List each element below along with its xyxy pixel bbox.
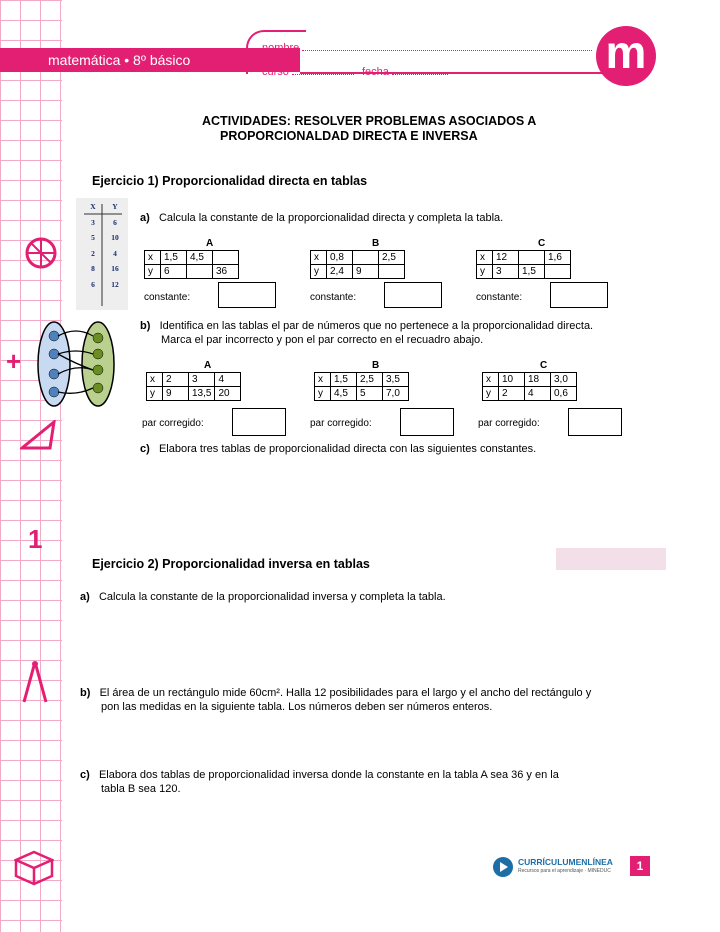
table-cell: 0,8 (327, 251, 353, 265)
corrected-pair-label: par corregido: (142, 418, 204, 429)
table-cell: 7,0 (383, 387, 409, 401)
table-cell: y (483, 387, 499, 401)
direct-table-a (144, 250, 239, 279)
table-cell: x (147, 373, 163, 387)
side-xy-table (76, 198, 128, 310)
side-table-cell: 12 (111, 279, 119, 289)
check-table-a (146, 372, 241, 401)
table-cell: x (477, 251, 493, 265)
triangle-ruler-icon (20, 420, 56, 450)
corrected-pair-label: par corregido: (310, 418, 372, 429)
table-cell: 36 (213, 265, 239, 279)
table-name-A: A (204, 360, 212, 371)
fecha-field[interactable] (362, 66, 448, 78)
side-table-cell: 5 (91, 233, 95, 242)
corrected-pair-box[interactable] (400, 408, 454, 436)
subject-label: matemática • 8º básico (48, 52, 191, 68)
cube-net-icon (14, 850, 54, 886)
table-cell: 12 (493, 251, 519, 265)
drawing-compass-icon (20, 660, 50, 704)
side-table-cell: 4 (113, 248, 117, 258)
constant-label: constante: (144, 292, 191, 303)
table-cell: 2,5 (379, 251, 405, 265)
table-cell: 2,5 (357, 373, 383, 387)
ab-reference-table (556, 548, 666, 570)
side-table-row (82, 233, 126, 249)
constant-label: constante: (476, 292, 523, 303)
ex1-c-text: c) Elabora tres tablas de proporcionalidad directa con las siguientes constantes. (140, 443, 537, 455)
number-one-icon: 1 (28, 524, 43, 554)
corrected-pair-box[interactable] (232, 408, 286, 436)
side-table-cell: 6 (113, 217, 117, 227)
ex2-c-line1: c) Elabora dos tablas de proporcionalidad inversa donde la constante en la tabla A sea 36 y en la (80, 769, 559, 781)
constant-answer-box[interactable] (550, 282, 608, 308)
table-cell: 1,6 (545, 251, 571, 265)
curriculum-logo-icon (492, 856, 514, 878)
ex2-heading: Ejercicio 2) Proporcionalidad inversa en tablas (92, 557, 370, 571)
table-cell: 9 (353, 265, 379, 279)
answer-cell[interactable] (545, 265, 571, 279)
side-table-cell: 10 (111, 233, 119, 242)
side-table-cell: 16 (111, 264, 119, 273)
ex1-b-line1: b) Identifica en las tablas el par de números que no pertenece a la proporcionalidad directa. (140, 320, 594, 332)
table-cell: y (145, 265, 161, 279)
ex1-b-line2: Marca el par incorrecto y pon el par correcto en el recuadro abajo. (161, 334, 484, 346)
side-table-row (82, 249, 126, 265)
curso-label: curso (262, 66, 289, 78)
table-name-C: C (538, 238, 546, 249)
side-table-cell: 3 (91, 217, 95, 227)
table-cell: 2,4 (327, 265, 353, 279)
table-cell: 2 (499, 387, 525, 401)
side-table-cell: 6 (91, 279, 95, 289)
compass-protractor-icon (24, 236, 58, 270)
direct-table-b (310, 250, 405, 279)
table-cell: x (311, 251, 327, 265)
table-cell: 4,5 (331, 387, 357, 401)
relation-diagram (36, 318, 120, 410)
table-cell: y (311, 265, 327, 279)
answer-cell[interactable] (379, 265, 405, 279)
table-cell: x (145, 251, 161, 265)
check-table-b (314, 372, 409, 401)
fecha-label: fecha (362, 66, 389, 78)
table-cell: x (315, 373, 331, 387)
table-cell: 13,5 (189, 387, 215, 401)
table-cell: 3,0 (551, 373, 577, 387)
table-name-A: A (206, 238, 214, 249)
side-table-cell: 8 (91, 264, 95, 273)
table-cell: 0,6 (551, 387, 577, 401)
table-cell: y (477, 265, 493, 279)
answer-cell[interactable] (353, 251, 379, 265)
constant-answer-box[interactable] (384, 282, 442, 308)
table-cell: y (147, 387, 163, 401)
check-table-c (482, 372, 577, 401)
constant-label: constante: (310, 292, 357, 303)
page-number: 1 (630, 856, 650, 876)
ex2-c-line2: tabla B sea 120. (101, 783, 181, 795)
side-table-cell: 2 (91, 248, 95, 258)
side-table-cell: Y (112, 202, 118, 211)
plus-icon: + (6, 346, 22, 376)
table-cell: 4 (215, 373, 241, 387)
table-cell: 1,5 (519, 265, 545, 279)
table-name-B: B (372, 238, 380, 249)
subject-logo: m (596, 26, 656, 86)
title-line1: ACTIVIDADES: RESOLVER PROBLEMAS ASOCIADOS A (202, 114, 537, 128)
nombre-label: nombre (262, 42, 300, 54)
nombre-field[interactable] (262, 42, 592, 54)
side-table-row (82, 202, 126, 218)
corrected-pair-box[interactable] (568, 408, 622, 436)
ex2-b-line1: b) El área de un rectángulo mide 60cm². Halla 12 posibilidades para el largo y el ancho del rectángulo y (80, 687, 592, 699)
title-line2: PROPORCIONALDAD DIRECTA E INVERSA (220, 129, 478, 143)
constant-answer-box[interactable] (218, 282, 276, 308)
direct-table-c (476, 250, 571, 279)
table-cell: 20 (215, 387, 241, 401)
side-table-row (82, 218, 126, 234)
table-cell: 1,5 (161, 251, 187, 265)
answer-cell[interactable] (213, 251, 239, 265)
table-name-C: C (540, 360, 548, 371)
table-cell: 9 (163, 387, 189, 401)
table-cell: 4,5 (187, 251, 213, 265)
table-cell: x (483, 373, 499, 387)
ex2-b-line2: pon las medidas en la siguiente tabla. Los números deben ser números enteros. (101, 701, 493, 713)
side-table-row (82, 264, 126, 280)
side-table-cell: X (90, 202, 96, 211)
corrected-pair-label: par corregido: (478, 418, 540, 429)
table-cell: y (315, 387, 331, 401)
answer-cell[interactable] (187, 265, 213, 279)
table-cell: 10 (499, 373, 525, 387)
ex1-a-text: a) Calcula la constante de la proporcionalidad directa y completa la tabla. (140, 212, 504, 224)
table-cell: 3,5 (383, 373, 409, 387)
side-table-row (82, 280, 126, 296)
table-cell: 3 (189, 373, 215, 387)
table-name-B: B (372, 360, 380, 371)
table-cell: 1,5 (331, 373, 357, 387)
table-cell: 3 (493, 265, 519, 279)
table-cell: 18 (525, 373, 551, 387)
curso-field[interactable] (262, 66, 354, 78)
table-cell: 2 (163, 373, 189, 387)
table-cell: 6 (161, 265, 187, 279)
ex2-a-text: a) Calcula la constante de la proporcionalidad inversa y completa la tabla. (80, 591, 446, 603)
table-cell: 5 (357, 387, 383, 401)
ex1-heading: Ejercicio 1) Proporcionalidad directa en tablas (92, 174, 368, 188)
answer-cell[interactable] (519, 251, 545, 265)
table-cell: 4 (525, 387, 551, 401)
footer-tagline: Recursos para el aprendizaje · MINEDUC (518, 868, 611, 874)
footer-brand: CURRÍCULUMENLÍNEA (518, 857, 613, 867)
